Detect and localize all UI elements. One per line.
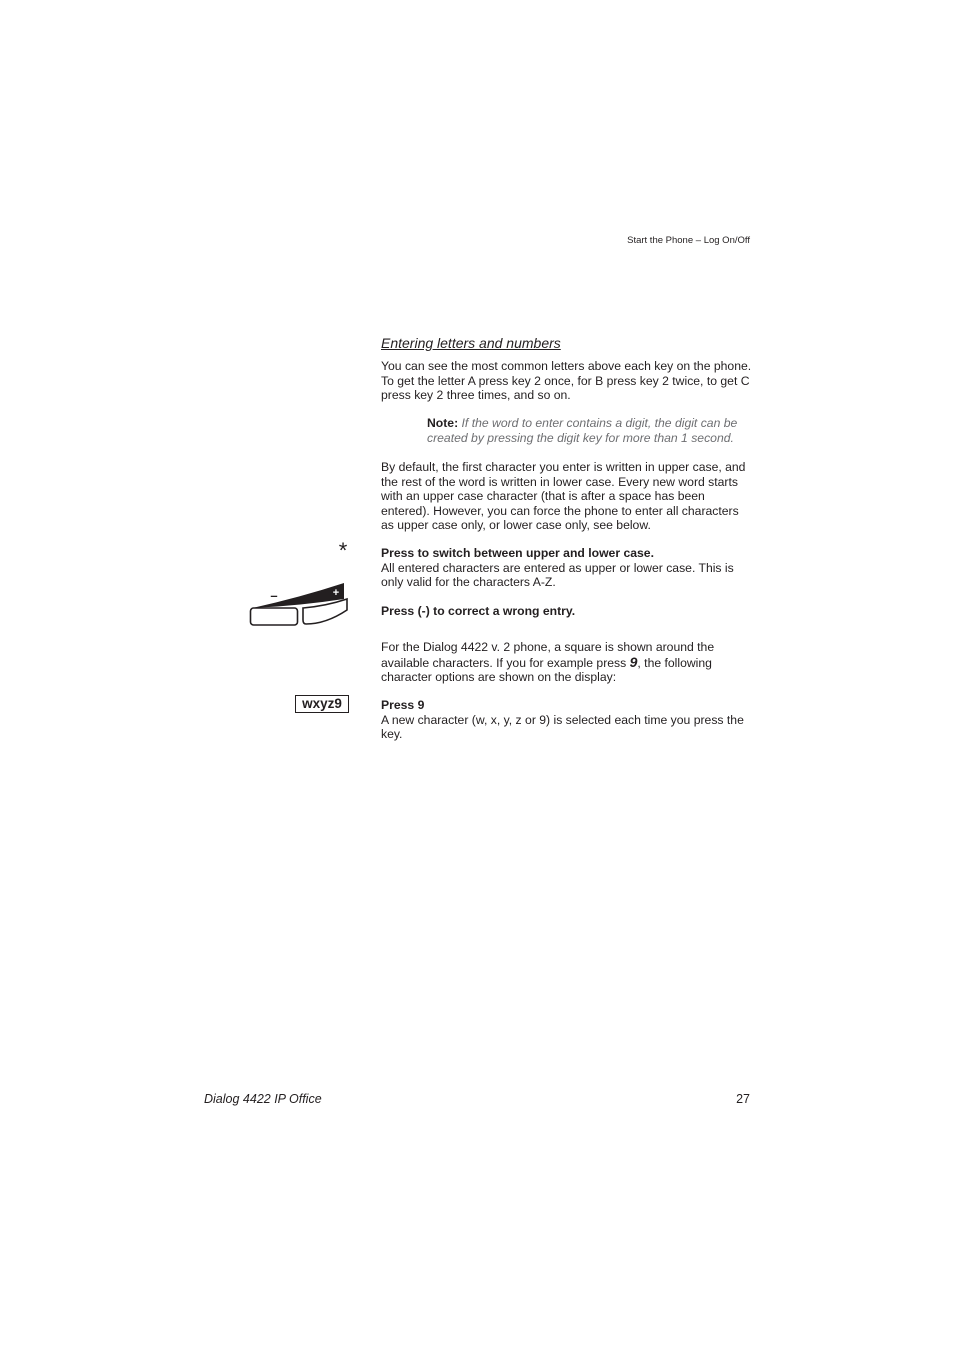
note-label: Note:: [427, 416, 459, 430]
step-star-title: Press to switch between upper and lower case.: [381, 546, 654, 560]
dialog-v2-text-after: , the following character options are shown on the display:: [381, 655, 712, 685]
minus-plus-key-icon: [248, 580, 352, 628]
star-key-icon: *: [338, 538, 348, 563]
section-title: Entering letters and numbers: [381, 335, 561, 351]
plus-label: +: [332, 587, 340, 599]
dialog-v2-text-before: For the Dialog 4422 v. 2 phone, a square is shown around the available characters. If you for example press: [381, 640, 715, 670]
page-number: 27: [736, 1092, 750, 1106]
step-star-body: All entered characters are entered as upper or lower case. This is only valid for the characters A-Z.: [381, 560, 734, 590]
running-head: Start the Phone – Log On/Off: [627, 235, 750, 246]
key-9-icon: wxyz9: [295, 695, 349, 713]
intro-paragraph: You can see the most common letters above each key on the phone. To get the letter A press key 2 once, for B press key 2 twice, to get C press key 2 three times, and so on.: [381, 359, 752, 403]
note-text: If the word to enter contains a digit, the digit can be created by pressing the digit key for more than 1 second.: [427, 416, 738, 445]
footer-product: Dialog 4422 IP Office: [204, 1092, 322, 1106]
note: [427, 416, 753, 445]
step-star: [381, 546, 753, 590]
step-9: [381, 698, 753, 742]
step-minus-title: Press (-) to correct a wrong entry.: [381, 604, 576, 618]
step-9-title: Press 9: [381, 698, 425, 712]
dialog-v2-paragraph: [381, 640, 753, 685]
step-9-body: A new character (w, x, y, z or 9) is selected each time you press the key.: [381, 712, 744, 742]
dialog-v2-key: 9: [629, 653, 638, 670]
default-case-paragraph: By default, the first character you enter is written in upper case, and the rest of the word is written in lower case. Every new word starts with an upper case character (that is after a space has been entered). However, you can force the phone to enter all characters as upper case only, or lower case only, see below.: [381, 460, 746, 533]
minus-label: –: [270, 588, 278, 603]
